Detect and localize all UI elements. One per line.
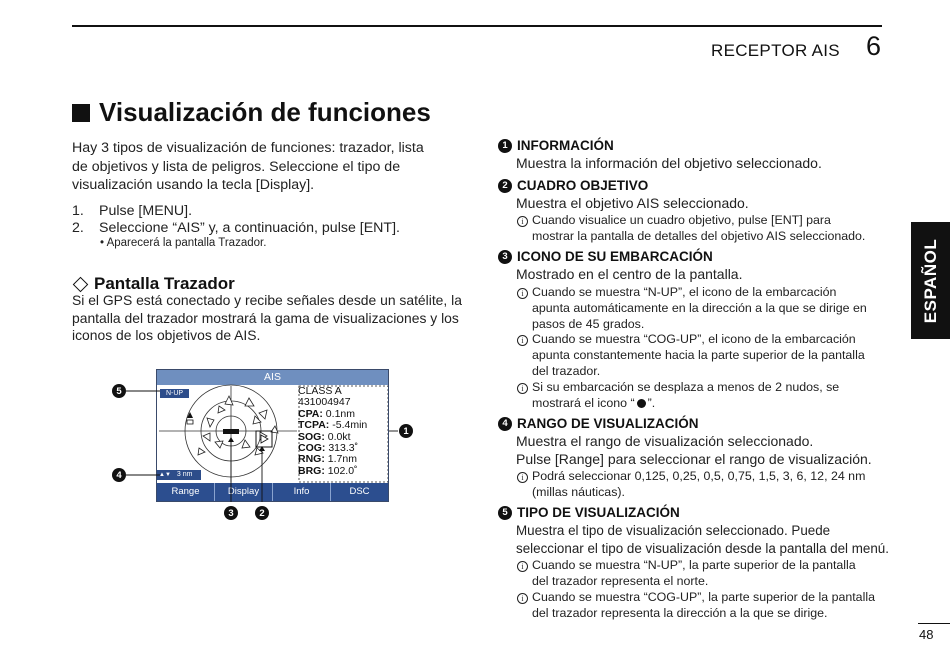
note-line: mostrar la pantalla de detalles del objetivo AIS seleccionado. xyxy=(532,229,866,243)
language-tab-label: ESPAÑOL xyxy=(920,238,940,323)
step-text: Pulse [MENU]. xyxy=(99,203,193,219)
item-5-body-2: seleccionar el tipo de visualización desde la pantalla del menú. xyxy=(516,541,889,556)
target-value: 0.1nm xyxy=(322,407,355,420)
info-icon: i xyxy=(517,335,528,346)
item-3-heading xyxy=(498,249,713,264)
note-line xyxy=(532,395,839,411)
info-icon: i xyxy=(517,288,528,299)
chapter-title: RECEPTOR AIS xyxy=(711,41,840,60)
step-2 xyxy=(72,219,432,238)
item-5-body-1: Muestra el tipo de visualización seleccionado. Puede xyxy=(516,523,831,538)
softkey-display: Display xyxy=(215,483,273,501)
target-label: RNG: xyxy=(298,453,325,466)
item-number: 5 xyxy=(498,506,512,520)
item-5-note-1 xyxy=(516,557,856,589)
target-label: COG: xyxy=(298,442,326,455)
item-5-heading xyxy=(498,505,680,520)
softkey-info: Info xyxy=(273,483,331,501)
item-number: 4 xyxy=(498,417,512,431)
target-value: 1.7nm xyxy=(324,453,357,466)
step-1 xyxy=(72,202,432,221)
note-line: Cuando se muestra “COG-UP”, el icono de la embarcación xyxy=(532,332,856,346)
target-label: CPA: xyxy=(298,407,323,420)
target-id: 431004947 xyxy=(298,396,351,409)
step-number: 2. xyxy=(72,220,84,236)
range-value: 3 nm xyxy=(176,471,193,478)
target-class: CLASS A xyxy=(298,385,342,397)
note-line: (millas náuticas). xyxy=(532,485,625,499)
info-icon: i xyxy=(517,383,528,394)
intro-paragraph xyxy=(72,139,424,195)
note-line: Si su embarcación se desplaza a menos de 2 nudos, se xyxy=(532,380,840,394)
target-value: 102.0˚ xyxy=(324,464,358,477)
up-down-icon: ▲▼ xyxy=(159,472,171,478)
note-line: Cuando se muestra “N-UP”, la parte superior de la pantalla xyxy=(532,558,856,572)
note-line: Cuando se muestra “N-UP”, el icono de la embarcación xyxy=(532,285,837,299)
note-line: apunta constantemente hacia la parte superior de la pantalla xyxy=(532,348,865,362)
step-text: Seleccione “AIS” y, a continuación, pulse [ENT]. xyxy=(99,220,400,236)
item-3-body: Mostrado en el centro de la pantalla. xyxy=(516,266,743,282)
note-line: apunta automáticamente en la dirección a la que se dirige en xyxy=(532,301,867,315)
item-4-body-2: Pulse [Range] para seleccionar el rango de visualización. xyxy=(516,451,872,467)
item-title: TIPO DE VISUALIZACIÓN xyxy=(517,505,680,520)
item-title: ICONO DE SU EMBARCACIÓN xyxy=(517,249,713,264)
note-text: mostrará el icono “ xyxy=(532,396,635,410)
note-text: ”. xyxy=(647,396,656,410)
slow-boat-icon xyxy=(637,399,646,408)
item-1-body: Muestra la información del objetivo seleccionado. xyxy=(516,155,822,171)
item-4-body-1: Muestra el rango de visualización seleccionado. xyxy=(516,433,814,449)
intro-line: visualización usando la tecla [Display]. xyxy=(72,177,315,193)
item-5-note-2 xyxy=(516,589,875,621)
subsection-title xyxy=(72,274,235,294)
item-number: 2 xyxy=(498,179,512,193)
target-label: BRG: xyxy=(298,464,325,477)
note-line: Cuando visualice un cuadro objetivo, pulse [ENT] para xyxy=(532,213,831,227)
chapter-number: 6 xyxy=(866,31,882,61)
callout-4: 4 xyxy=(112,468,126,482)
subsection-paragraph xyxy=(72,292,462,345)
item-title: INFORMACIÓN xyxy=(517,138,614,153)
target-value: -5.4min xyxy=(329,419,368,432)
callout-1: 1 xyxy=(399,424,413,438)
note-line: del trazador representa el norte. xyxy=(532,574,709,588)
note-line: Cuando se muestra “COG-UP”, la parte superior de la pantalla xyxy=(532,590,875,604)
item-2-note xyxy=(516,212,865,244)
softkey-dsc: DSC xyxy=(349,486,370,497)
subsection-line: pantalla del trazador mostrará la gama de visualizaciones y los xyxy=(72,309,459,326)
step-number: 1. xyxy=(72,203,84,219)
softkey-range: Range xyxy=(157,483,215,501)
target-value: 313.3˚ xyxy=(325,442,359,455)
subsection-line: iconos de los objetivos de AIS. xyxy=(72,327,261,343)
info-icon: i xyxy=(517,561,528,572)
section-title xyxy=(72,97,431,128)
target-value: 0.0kt xyxy=(324,430,351,443)
item-title: CUADRO OBJETIVO xyxy=(517,178,649,193)
item-4-heading xyxy=(498,416,699,431)
intro-line: de objetivos y lista de peligros. Seleccione el tipo de xyxy=(72,158,401,175)
note-line: del trazador representa la dirección a la que se dirige. xyxy=(532,606,828,620)
note-line: del trazador. xyxy=(532,364,601,378)
top-rule xyxy=(72,25,882,27)
item-2-body: Muestra el objetivo AIS seleccionado. xyxy=(516,195,749,211)
item-2-heading xyxy=(498,178,648,193)
section-title-text: Visualización de funciones xyxy=(99,97,431,127)
target-label: TCPA: xyxy=(298,419,330,432)
square-bullet-icon xyxy=(72,104,90,122)
note-line: Podrá seleccionar 0,125, 0,25, 0,5, 0,75, 1,5, 3, 6, 12, 24 nm xyxy=(532,469,866,483)
bottom-rule xyxy=(918,623,950,624)
item-title: RANGO DE VISUALIZACIÓN xyxy=(517,416,699,431)
display-mode-indicator: N-UP xyxy=(160,389,189,398)
diamond-icon xyxy=(73,276,89,292)
step-sub-note: • Aparecerá la pantalla Trazador. xyxy=(100,237,267,249)
info-icon: i xyxy=(517,593,528,604)
subsection-title-text: Pantalla Trazador xyxy=(94,274,235,293)
screen-title: AIS xyxy=(157,370,388,385)
item-3-note-1 xyxy=(516,284,867,332)
subsection-line: Si el GPS está conectado y recibe señales desde un satélite, la xyxy=(72,292,462,308)
language-tab xyxy=(911,222,950,339)
item-number: 3 xyxy=(498,250,512,264)
callout-2: 2 xyxy=(255,506,269,520)
callout-3: 3 xyxy=(224,506,238,520)
intro-line: Hay 3 tipos de visualización de funciones: trazador, lista xyxy=(72,140,424,156)
item-number: 1 xyxy=(498,139,512,153)
info-icon: i xyxy=(517,216,528,227)
callout-5: 5 xyxy=(112,384,126,398)
item-3-note-3 xyxy=(516,379,839,411)
item-4-note xyxy=(516,468,865,500)
item-1-heading xyxy=(498,138,614,153)
target-label: SOG: xyxy=(298,430,325,443)
note-line: pasos de 45 grados. xyxy=(532,317,645,331)
item-3-note-2 xyxy=(516,331,865,379)
info-icon: i xyxy=(517,472,528,483)
page-number: 48 xyxy=(919,627,934,642)
